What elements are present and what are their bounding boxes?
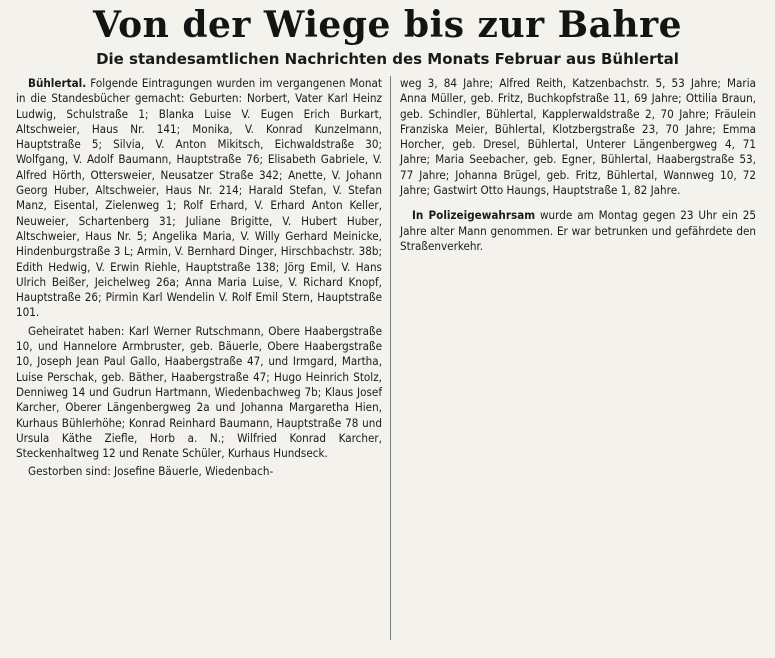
headline: Von der Wiege bis zur Bahre xyxy=(93,4,682,46)
police-lead: In Polizeigewahrsam xyxy=(412,208,536,223)
births-paragraph xyxy=(16,76,382,321)
column-divider xyxy=(390,76,391,640)
marriages-paragraph: Geheiratet haben: Karl Werner Rutschmann, Obere Haabergstraße 10, und Hannelore Armbruster, geb. Bäuerle, Obere Haabergstraße 10, Joseph Jean Paul Gallo, Haabergstraße 47, und Irmgard, Martha, Luise Perschak, geb. Bäther, Haabergstraße 47; Hugo Heinrich Stolz, Denniweg 14 und Gudrun Hartmann, Wiedenbachweg 7b; Klaus Josef Karcher, Oberer Längenbergweg 2a und Johanna Margaretha Hien, Kurhaus Bühlerhöhe; Konrad Reinhard Baumann, Hauptstraße 78 und Ursula Käthe Ziefle, Horb a. N.; Wilfried Konrad Karcher, Steckenhaltweg 12 und Renate Schüler, Kurhaus Hundseck. xyxy=(16,323,382,461)
subheadline: Die standesamtlichen Nachrichten des Monats Februar aus Bühlertal xyxy=(96,50,679,68)
column-left xyxy=(16,76,382,480)
deaths-paragraph-start: Gestorben sind: Josefine Bäuerle, Wiedenbach- xyxy=(28,464,274,479)
dateline: Bühlertal. xyxy=(28,76,87,90)
police-text: wurde am Montag gegen 23 Uhr ein 25 Jahre alter Mann genommen. Er war betrunken und gefährdete den Straßenverkehr. xyxy=(400,208,756,253)
births-text: Folgende Eintragungen wurden im vergangenen Monat in die Standesbücher gemacht: Geburten: Norbert, Vater Karl Heinz Ludwig, Schulstraße 1; Blanka Luise V. Eugen Erich Burkart, Altschweier, Haus Nr. 141; Monika, V. Konrad Kunzelmann, Hauptstraße 5; Silvia, V. Anton Mikitsch, Eichwaldstraße 30; Wolfgang, V. Adolf Baumann, Hauptstraße 76; Elisabeth Gabriele, V. Alfred Hörth, Ottersweier, Neusatzer Straße 342; Anette, V. Johann Georg Huber, Altschweier, Haus Nr. 214; Harald Stefan, V. Stefan Manz, Eisental, Zielenweg 1; Rolf Erhard, V. Erhard Anton Keller, Neuweier, Schartenberg 31; Juliane Brigitte, V. Hubert Huber, Altschweier, Haus Nr. 5; Angelika Maria, V. Willy Gerhard Meinicke, Hindenburgstraße 3 L; Armin, V. Bernhard Dinger, Hirschbachstr. 38b; Edith Hedwig, V. Erwin Riehle, Hauptstraße 138; Jörg Emil, V. Hans Ulrich Beißer, Jeichelweg 26a; Anna Maria Luise, V. Richard Knopf, Hauptstraße 26; Pirmin Karl Wendelin V. Rolf Emil Stern, Hauptstraße 101. xyxy=(16,76,382,320)
column-right xyxy=(400,76,756,254)
deaths-paragraph-continued: weg 3, 84 Jahre; Alfred Reith, Katzenbachstr. 5, 53 Jahre; Maria Anna Müller, geb. Fritz, Buchkopfstraße 11, 69 Jahre; Ottilia Braun, geb. Schindler, Bühlertal, Kapplerwaldstraße 2, 70 Jahre; Fräulein Franziska Meier, Bühlertal, Klotzbergstraße 23, 70 Jahre; Emma Horcher, geb. Dresel, Bühlertal, Unterer Längenbergweg 4, 71 Jahre; Maria Seebacher, geb. Egner, Bühlertal, Haabergstraße 53, 77 Jahre; Johanna Brügel, geb. Fritz, Bühlertal, Wannweg 10, 72 Jahre; Gastwirt Otto Haungs, Hauptstraße 1, 82 Jahre. xyxy=(400,76,756,198)
police-paragraph xyxy=(400,208,756,254)
